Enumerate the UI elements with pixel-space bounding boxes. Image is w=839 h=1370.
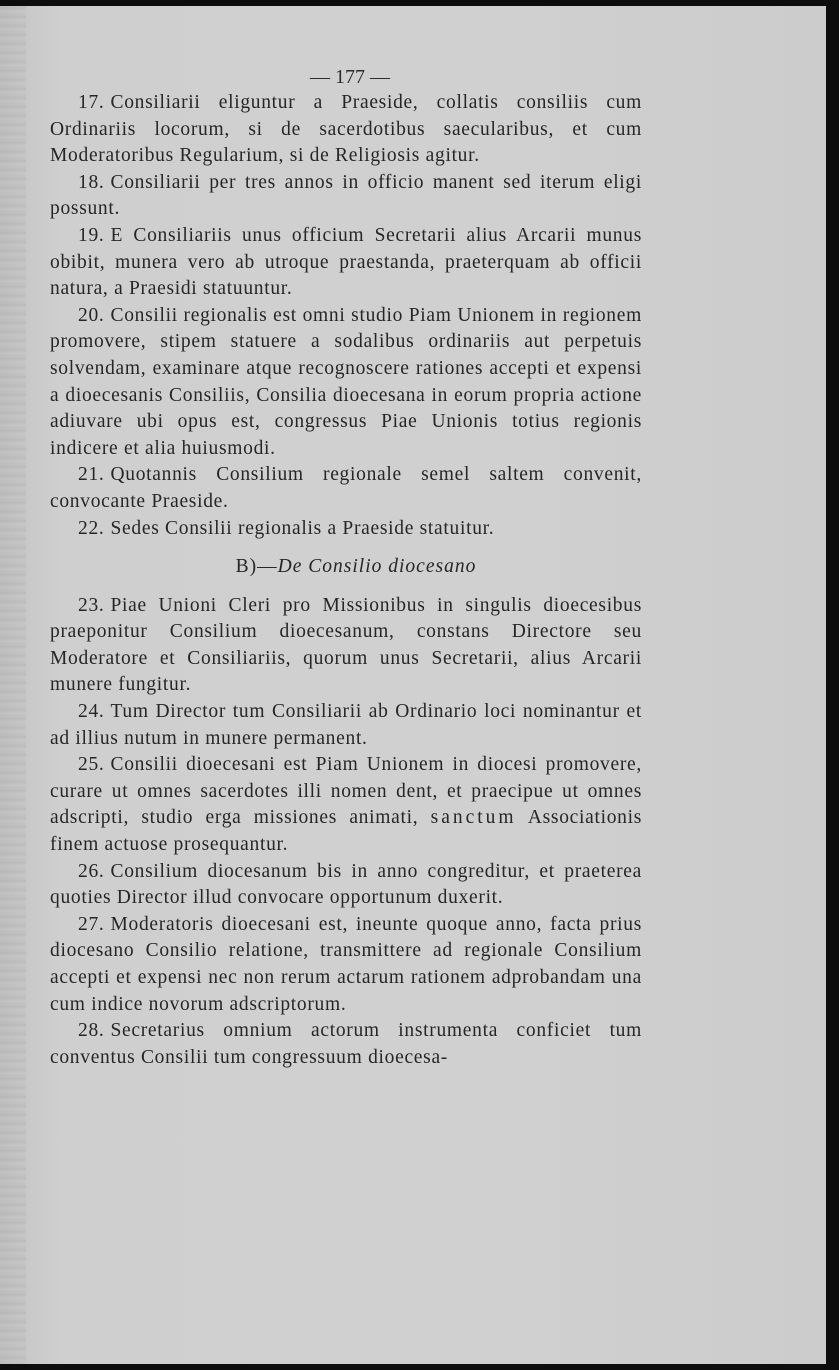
paragraph-number: 20. bbox=[78, 304, 105, 326]
paragraph-21 bbox=[50, 462, 642, 515]
page-edge-shadow bbox=[0, 6, 26, 1364]
paragraph-17 bbox=[50, 90, 642, 170]
paragraph-text: Consiliarii eliguntur a Praeside, collatis consiliis cum Ordinariis locorum, si de sacerdotibus saecularibus, et cum Moderatoribus Regularium, si de Religiosis agitur. bbox=[50, 92, 642, 167]
paragraph-number: 26. bbox=[78, 860, 105, 882]
paragraph-text: Consiliarii per tres annos in officio manent sed iterum eligi possunt. bbox=[50, 171, 642, 220]
paragraph-20 bbox=[50, 303, 642, 463]
body-text bbox=[50, 90, 642, 1071]
paragraph-text: E Consiliariis unus officium Secretarii alius Arcarii munus obibit, munera vero ab utroque praestanda, praeterquam ab officii natura, a Praesidi statuuntur. bbox=[50, 224, 642, 300]
paragraph-number: 21. bbox=[78, 464, 105, 486]
paragraph-text: Consilii regionalis est omni studio Piam Unionem in regionem promovere, stipem statuere a sodalibus ordinariis aut perpetuis solvendam, examinare atque recognoscere rationes accepti et expensi a dioecesanis Consiliis, Consilia dioecesana in eorum propria actione adiuvare ubi opus est, congressus Piae Unionis totius regionis indicere et alia huiusmodi. bbox=[50, 304, 642, 459]
paragraph-text: Consilii dioecesani est Piam Unionem in diocesi promovere, curare ut omnes sacerdotes illi nomen dent, et praecipue ut omnes adscripti, studio erga missiones animati, bbox=[50, 754, 642, 829]
paragraph-26 bbox=[50, 859, 642, 912]
paragraph-24 bbox=[50, 699, 642, 752]
section-title: De Consilio diocesano bbox=[277, 556, 477, 578]
paragraph-number: 18. bbox=[78, 171, 105, 193]
paragraph-19 bbox=[50, 223, 642, 303]
paragraph-text: Piae Unioni Cleri pro Missionibus in singulis dioecesibus praeponitur Consilium dioecesanum, constans Directore seu Moderatore et Consiliariis, quorum unus Secretarii, alius Arcarii munere fungitur. bbox=[50, 594, 642, 696]
paragraph-25 bbox=[50, 752, 642, 858]
paragraph-text-continued: Associationis finem actuose prosequantur. bbox=[50, 807, 643, 856]
spaced-word: sanctum bbox=[430, 807, 517, 829]
paragraph-18 bbox=[50, 170, 642, 223]
paragraph-number: 19. bbox=[78, 224, 105, 246]
paragraph-text: Secretarius omnium actorum instrumenta conficiet tum conventus Consilii tum congressuum dioecesa- bbox=[50, 1020, 642, 1068]
paragraph-text: Consilium diocesanum bis in anno congreditur, et praeterea quoties Director illud convocare opportunum duxerit. bbox=[50, 860, 642, 909]
paragraph-number: 23. bbox=[78, 594, 105, 616]
paragraph-text: Sedes Consilii regionalis a Praeside statuitur. bbox=[110, 517, 495, 539]
paragraph-number: 25. bbox=[78, 754, 105, 776]
paragraph-number: 22. bbox=[78, 517, 105, 539]
paragraph-22 bbox=[50, 516, 642, 543]
section-letter: B)— bbox=[235, 556, 278, 578]
paragraph-text: Tum Director tum Consiliarii ab Ordinario loci nominantur et ad illius nutum in munere permanent. bbox=[50, 701, 642, 749]
paragraph-23 bbox=[50, 593, 642, 699]
paragraph-28 bbox=[50, 1018, 642, 1071]
page-number: — 177 — bbox=[310, 66, 390, 88]
paragraph-text: Quotannis Consilium regionale semel saltem convenit, convocante Praeside. bbox=[50, 464, 642, 512]
paragraph-number: 27. bbox=[78, 913, 105, 935]
paragraph-number: 28. bbox=[78, 1020, 105, 1042]
paragraph-number: 17. bbox=[78, 92, 105, 113]
paragraph-number: 24. bbox=[78, 701, 105, 723]
section-heading bbox=[50, 554, 642, 581]
paragraph-27 bbox=[50, 912, 642, 1018]
paragraph-text: Moderatoris dioecesani est, ineunte quoque anno, facta prius diocesano Consilio relatione, transmittere ad regionale Consilium accepti et expensi nec non rerum actarum rationem adprobandam una cum indice novorum adscriptorum. bbox=[50, 913, 642, 1015]
book-page bbox=[0, 6, 826, 1364]
